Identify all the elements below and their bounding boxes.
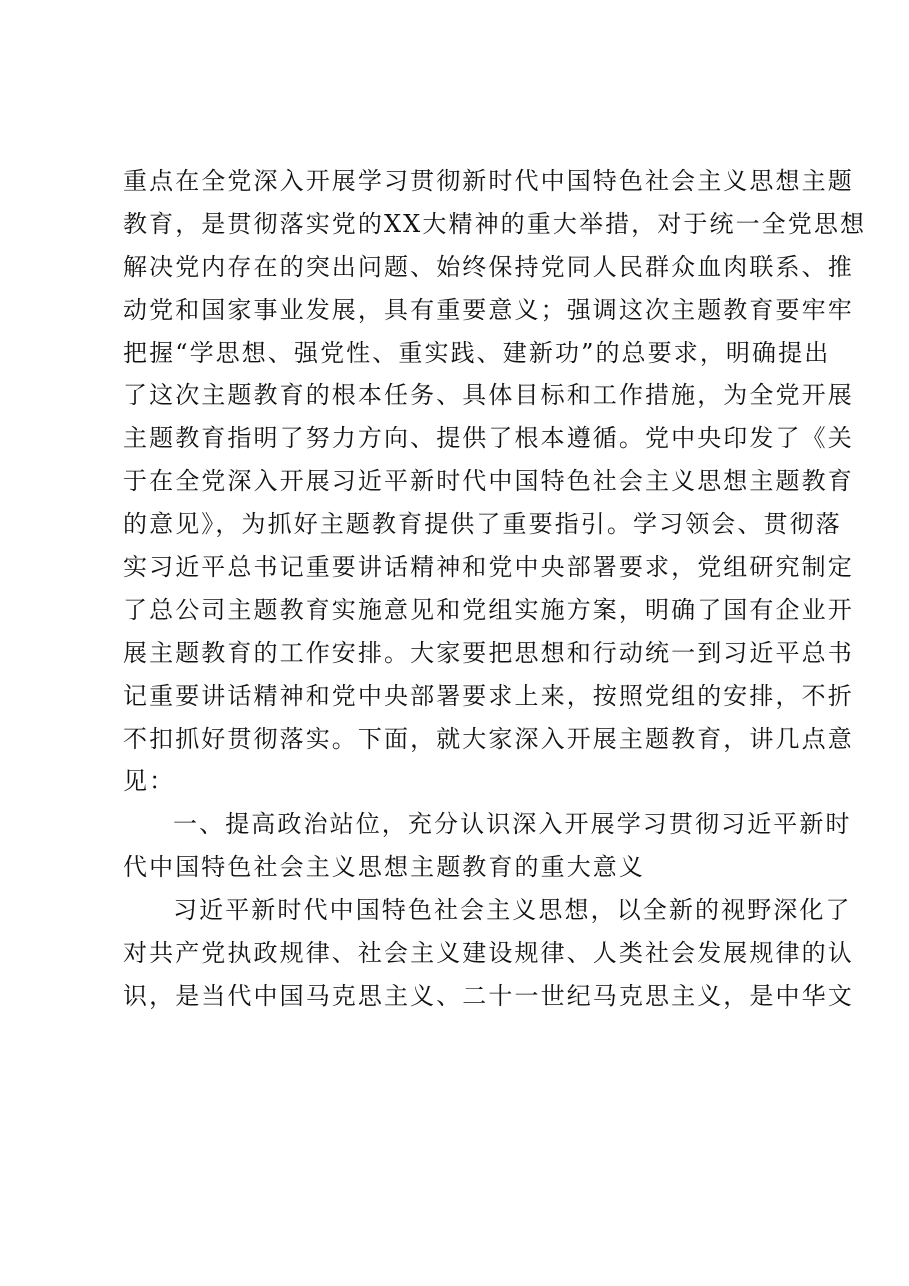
text-line: 了这次主题教育的根本任务、具体目标和工作措施，为全党开展 (123, 381, 854, 410)
text-line: 重点在全党深入开展学习贯彻新时代中国特色社会主义思想主题 (123, 167, 854, 195)
text-line: 教育，是贯彻落实党的XX大精神的重大举措，对于统一全党思想 (123, 209, 867, 238)
text-line: 记重要讲话精神和党中央部署要求上来，按照党组的安排，不折 (123, 681, 854, 710)
text-line: 解决党内存在的突出问题、始终保持党同人民群众血肉联系、推 (123, 252, 854, 281)
text-line: 动党和国家事业发展，具有重要意义；强调这次主题教育要牢牢 (123, 295, 854, 324)
text-line: 见： (123, 767, 176, 796)
section-heading-line: 代中国特色社会主义思想主题教育的重大意义 (123, 853, 645, 882)
paragraph-start-line: 习近平新时代中国特色社会主义思想，以全新的视野深化了 (173, 896, 852, 925)
text-line: 对共产党执政规律、社会主义建设规律、人类社会发展规律的认 (123, 939, 854, 968)
section-heading-line: 一、提高政治站位，充分认识深入开展学习贯彻习近平新时 (173, 810, 852, 839)
text-line: 了总公司主题教育实施意见和党组实施方案，明确了国有企业开 (123, 595, 854, 624)
text-line: 实习近平总书记重要讲话精神和党中央部署要求，党组研究制定 (123, 553, 854, 582)
body-text (123, 160, 867, 1018)
text-line: 的意见》，为抓好主题教育提供了重要指引。学习领会、贯彻落 (123, 510, 842, 539)
text-line: 主题教育指明了努力方向、提供了根本遵循。党中央印发了《关 (123, 424, 854, 453)
text-line: 不扣抓好贯彻落实。下面，就大家深入开展主题教育，讲几点意 (123, 724, 854, 753)
text-line: 识，是当代中国马克思主义、二十一世纪马克思主义，是中华文 (123, 981, 854, 1010)
text-line: 展主题教育的工作安排。大家要把思想和行动统一到习近平总书 (123, 638, 854, 667)
text-line: 于在全党深入开展习近平新时代中国特色社会主义思想主题教育 (123, 467, 854, 496)
text-line: 把握“学思想、强党性、重实践、建新功”的总要求，明确提出 (123, 338, 831, 367)
